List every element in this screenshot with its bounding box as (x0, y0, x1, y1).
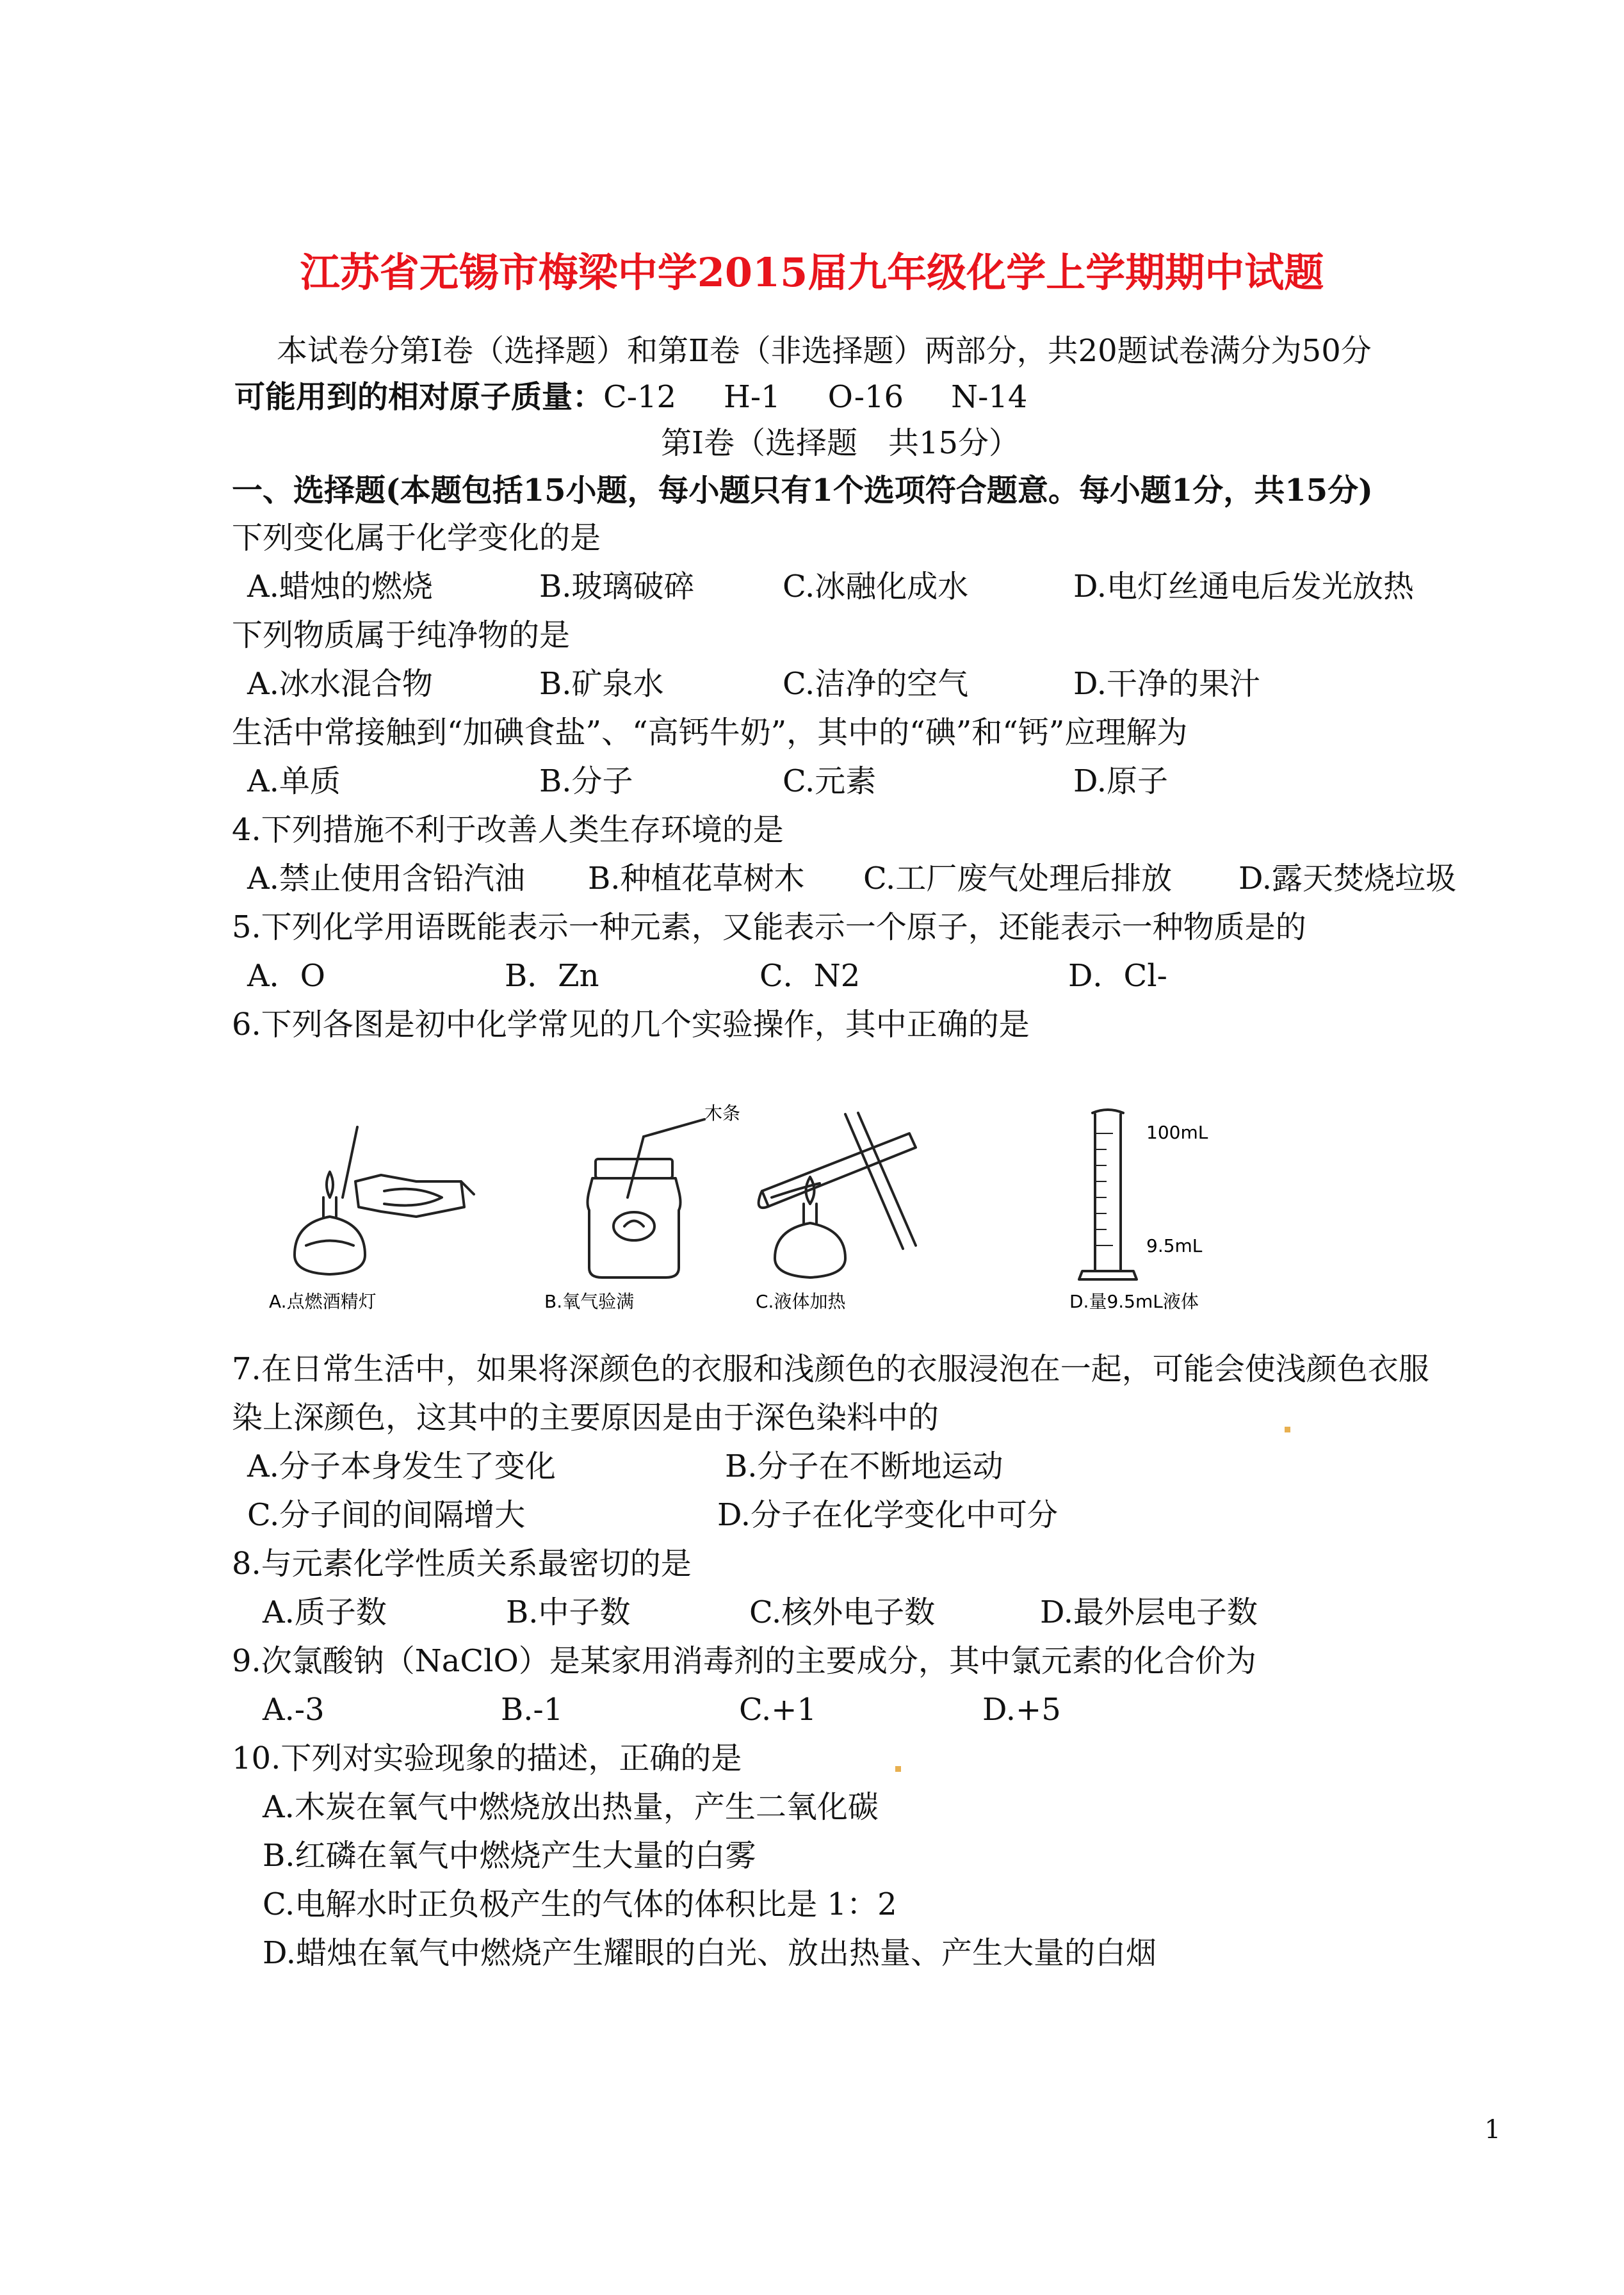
question-9-option-c: C.+1 (739, 1692, 817, 1728)
question-3-stem: 生活中常接触到“加碘食盐”、“高钙牛奶”，其中的“碘”和“钙”应理解为 (232, 715, 1188, 750)
question-7-option-b: B.分子在不断地运动 (725, 1448, 1003, 1484)
question-2-stem: 下列物质属于纯净物的是 (232, 617, 571, 653)
alcohol-lamp-icon (295, 1127, 474, 1274)
question-5-option-d: D．Cl- (1068, 958, 1167, 994)
question-1-option-c: C.冰融化成水 (783, 569, 969, 604)
scan-speck (895, 1766, 901, 1772)
figure-label-d: D.量9.5mL液体 (1069, 1291, 1199, 1312)
question-2-option-a: A.冰水混合物 (247, 666, 433, 702)
question-6-stem: 6.下列各图是初中化学常见的几个实验操作，其中正确的是 (232, 1007, 1030, 1042)
gas-jar-icon (588, 1119, 705, 1277)
question-2-option-c: C.洁净的空气 (783, 666, 969, 702)
question-4-stem: 4.下列措施不利于改善人类生存环境的是 (232, 812, 784, 848)
atomic-mass-n: N-14 (951, 379, 1028, 415)
question-1-option-a: A.蜡烛的燃烧 (247, 569, 433, 604)
question-8-option-b: B.中子数 (506, 1594, 631, 1630)
figure-label-c: C.液体加热 (756, 1291, 846, 1312)
question-9-option-d: D.+5 (982, 1692, 1061, 1728)
question-4-option-b: B.种植花草树木 (588, 861, 805, 896)
part1-header: 第Ⅰ卷（选择题 共15分） (661, 425, 1020, 461)
question-5-option-c: C．N2 (759, 958, 861, 994)
question-1-option-b: B.玻璃破碎 (539, 569, 695, 604)
wood-splint-label: 木条 (704, 1103, 741, 1124)
figure-label-b: B.氧气验满 (544, 1291, 635, 1312)
question-7-option-d: D.分子在化学变化中可分 (717, 1497, 1059, 1533)
question-1-option-d: D.电灯丝通电后发光放热 (1073, 569, 1415, 604)
question-3-option-b: B.分子 (539, 763, 633, 799)
question-4-option-d: D.露天焚烧垃圾 (1238, 861, 1457, 896)
question-10-option-d: D.蜡烛在氧气中燃烧产生耀眼的白光、放出热量、产生大量的白烟 (263, 1935, 1157, 1971)
intro-text: 本试卷分第Ⅰ卷（选择题）和第Ⅱ卷（非选择题）两部分，共20题试卷满分为50分 (277, 333, 1372, 369)
question-7-stem-line2: 染上深颜色，这其中的主要原因是由于深色染料中的 (232, 1400, 939, 1436)
question-3-option-c: C.元素 (783, 763, 877, 799)
atomic-masses (234, 378, 1027, 416)
question-2-option-b: B.矿泉水 (539, 666, 664, 702)
question-3-option-a: A.单质 (247, 763, 341, 799)
page-title: 江苏省无锡市梅梁中学2015届九年级化学上学期期中试题 (300, 249, 1324, 296)
question-7-option-c: C.分子间的间隔增大 (247, 1497, 526, 1533)
question-1-stem: 下列变化属于化学变化的是 (232, 520, 601, 556)
test-tube-heating-icon (759, 1113, 916, 1277)
question-2-option-d: D.干净的果汁 (1073, 666, 1261, 702)
question-7-stem: 7.在日常生活中，如果将深颜色的衣服和浅颜色的衣服浸泡在一起，可能会使浅颜色衣服 (232, 1351, 1429, 1387)
question-5-option-a: A．O (247, 958, 326, 994)
atomic-mass-o: O-16 (827, 379, 904, 415)
experiment-figure (269, 1101, 1345, 1313)
question-10-option-a: A.木炭在氧气中燃烧放出热量，产生二氧化碳 (263, 1789, 879, 1825)
question-8-option-a: A.质子数 (263, 1594, 387, 1630)
cylinder-top-label: 100mL (1146, 1122, 1208, 1143)
question-4-option-a: A.禁止使用含铅汽油 (247, 861, 525, 896)
page-number: 1 (1484, 2115, 1501, 2145)
scan-speck (1285, 1427, 1290, 1432)
section1-header: 一、选择题(本题包括15小题，每小题只有1个选项符合题意。每小题1分，共15分) (232, 473, 1373, 508)
question-8-option-d: D.最外层电子数 (1040, 1594, 1258, 1630)
question-9-stem: 9.次氯酸钠（NaClO）是某家用消毒剂的主要成分，其中氯元素的化合价为 (232, 1643, 1256, 1679)
cylinder-mark-label: 9.5mL (1146, 1235, 1203, 1256)
question-3-option-d: D.原子 (1073, 763, 1169, 799)
atomic-masses-label: 可能用到的相对原子质量： (234, 379, 604, 415)
question-9-option-b: B.-1 (501, 1692, 564, 1728)
question-8-option-c: C.核外电子数 (749, 1594, 936, 1630)
question-10-option-c: C.电解水时正负极产生的气体的体积比是 1：2 (263, 1886, 897, 1922)
question-10-stem: 10.下列对实验现象的描述，正确的是 (232, 1740, 742, 1776)
question-10-option-b: B.红磷在氧气中燃烧产生大量的白雾 (263, 1838, 756, 1874)
question-5-option-b: B．Zn (505, 958, 599, 994)
atomic-mass-c: C-12 (603, 379, 677, 415)
question-8-stem: 8.与元素化学性质关系最密切的是 (232, 1546, 692, 1582)
question-5-stem: 5.下列化学用语既能表示一种元素，又能表示一个原子，还能表示一种物质是的 (232, 909, 1306, 945)
atomic-mass-h: H-1 (724, 379, 781, 415)
question-7-option-a: A.分子本身发生了变化 (247, 1448, 556, 1484)
question-4-option-c: C.工厂废气处理后排放 (863, 861, 1173, 896)
figure-label-a: A.点燃酒精灯 (269, 1291, 377, 1312)
measuring-cylinder-icon (1079, 1110, 1137, 1279)
question-9-option-a: A.-3 (263, 1692, 325, 1728)
